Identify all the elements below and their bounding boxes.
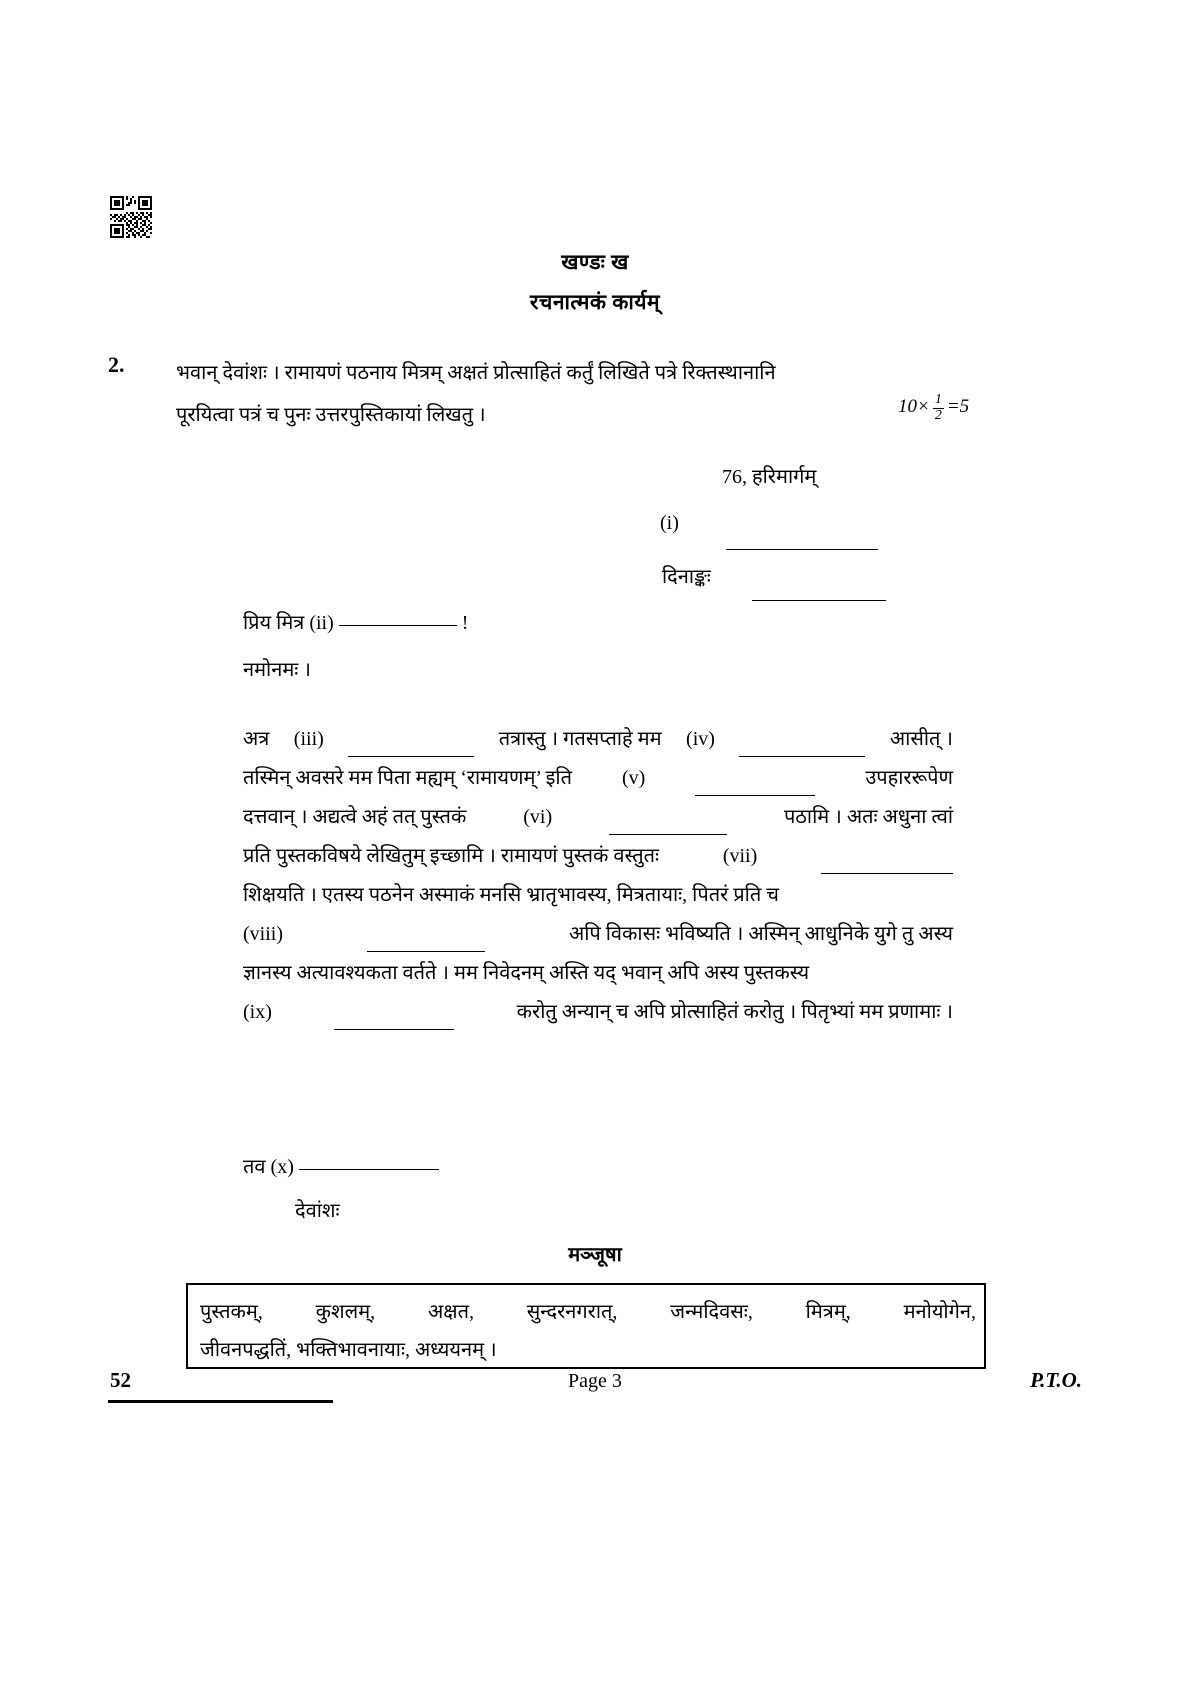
section-heading: खण्डः ख	[561, 250, 629, 274]
letter-salutation: नमोनमः ।	[243, 659, 311, 681]
letter-greeting	[243, 608, 468, 635]
fraction-denominator: 2	[934, 407, 942, 423]
question-number: 2.	[108, 352, 125, 377]
letter-address: 76, हरिमार्गम्	[722, 466, 817, 488]
word-bank-row-2: जीवनपद्धतिं, भक्तिभावनायाः, अध्ययनम् ।	[200, 1339, 497, 1361]
paragraph-line	[243, 919, 953, 958]
paragraph-line	[243, 997, 953, 1036]
paragraph-text: (iii)	[293, 728, 324, 750]
marks-fraction	[933, 393, 944, 423]
answer-blank[interactable]	[334, 1029, 454, 1030]
footer-page-number: Page 3	[568, 1370, 622, 1392]
section-subheading: रचनात्मकं कार्यम्	[529, 290, 661, 314]
paragraph-text: (viii)	[243, 923, 283, 945]
word-bank-word: पुस्तकम्,	[200, 1301, 263, 1323]
word-bank-word: मनोयोगेन,	[903, 1301, 976, 1323]
paragraph-text: उपहाररूपेण	[865, 767, 953, 789]
answer-blank[interactable]	[609, 834, 727, 835]
paragraph-line	[243, 763, 953, 802]
paragraph-text: आसीत् ।	[889, 728, 953, 750]
paragraph-text: अपि विकासः भविष्यति । अस्मिन् आधुनिके युगे तु अस्य	[568, 923, 953, 945]
paragraph-text: (ix)	[243, 1001, 272, 1023]
paragraph-text: अत्र	[243, 728, 270, 750]
paragraph-text: (vii)	[722, 845, 758, 867]
fraction-numerator: 1	[934, 392, 942, 407]
paragraph-text: करोतु अन्यान् च अपि प्रोत्साहितं करोतु । पितृभ्यां मम प्रणामाः ।	[516, 1001, 953, 1023]
answer-blank[interactable]	[739, 756, 865, 757]
blank-label-i: (i)	[660, 512, 679, 534]
letter-closing	[243, 1152, 444, 1179]
blank-label-x: (x)	[270, 1156, 294, 1178]
paragraph-line	[243, 880, 953, 919]
word-bank-word: सुन्दरनगरात्,	[526, 1301, 618, 1323]
greeting-suffix: !	[461, 612, 469, 634]
paragraph-text: तस्मिन् अवसरे मम पिता मह्यम् ‘रामायणम्’ इति	[243, 767, 572, 789]
paragraph-text: (vi)	[523, 806, 553, 828]
paragraph-text: दत्तवान् । अद्यत्वे अहं तत् पुस्तकं	[243, 806, 467, 828]
answer-blank-x[interactable]	[299, 1169, 439, 1170]
question-line-1: भवान् देवांशः । रामायणं पठनाय मित्रम् अक्षतं प्रोत्साहितं कर्तुं लिखिते पत्रे रिक्तस्थानानि	[176, 362, 776, 384]
answer-blank-ii[interactable]	[339, 625, 457, 626]
paragraph-text: प्रति पुस्तकविषये लेखितुम् इच्छामि । रामायणं पुस्तकं वस्तुतः	[243, 845, 660, 867]
word-bank-box	[186, 1283, 986, 1369]
answer-blank[interactable]	[821, 873, 953, 874]
paragraph-text: ज्ञानस्य अत्यावश्यकता वर्तते । मम निवेदनम् अस्ति यद् भवान् अपि अस्य पुस्तकस्य	[243, 962, 810, 984]
qr-code-icon	[110, 196, 152, 238]
paragraph-text: (v)	[621, 767, 646, 789]
paragraph-line	[243, 841, 953, 880]
footer-pto: P.T.O.	[1030, 1368, 1082, 1392]
marks-allocation	[898, 392, 969, 422]
word-bank-title: मञ्जूषा	[568, 1244, 622, 1266]
paragraph-text: (iv)	[686, 728, 715, 750]
question-line-2: पूरयित्वा पत्रं च पुनः उत्तरपुस्तिकायां लिखतु ।	[176, 404, 486, 426]
date-label: दिनाङ्कः	[662, 566, 711, 588]
letter-signature: देवांशः	[295, 1200, 340, 1222]
answer-blank[interactable]	[348, 756, 474, 757]
blank-label-ii: (ii)	[309, 612, 334, 634]
paragraph-line	[243, 958, 953, 997]
word-bank-word: कुशलम्,	[315, 1301, 376, 1323]
word-bank-word: जन्मदिवसः,	[670, 1301, 753, 1323]
paragraph-text: शिक्षयति । एतस्य पठनेन अस्माकं मनसि भ्रातृभावस्य, मित्रतायाः, पितरं प्रति च	[243, 884, 779, 906]
word-bank-word: अक्षत,	[427, 1301, 474, 1323]
answer-blank-date[interactable]	[752, 582, 886, 601]
paragraph-line	[243, 802, 953, 841]
greeting-prefix: प्रिय मित्र	[243, 612, 305, 634]
letter-body-paragraph	[243, 724, 953, 1036]
marks-multiplier: 10×	[898, 396, 930, 418]
paragraph-line	[243, 724, 953, 763]
word-bank-row-1	[200, 1297, 976, 1324]
answer-blank[interactable]	[695, 795, 815, 796]
question-text	[176, 352, 924, 436]
paragraph-text: तत्रास्तु । गतसप्ताहे मम	[498, 728, 662, 750]
paragraph-text: पठामि । अतः अधुना त्वां	[783, 806, 953, 828]
answer-blank[interactable]	[367, 951, 485, 952]
word-bank-word: मित्रम्,	[805, 1301, 851, 1323]
footer-paper-code: 52	[110, 1368, 131, 1392]
answer-blank-i[interactable]	[726, 531, 878, 550]
closing-prefix: तव	[243, 1156, 266, 1178]
marks-equals: =5	[946, 396, 970, 418]
footer-divider	[108, 1400, 333, 1403]
